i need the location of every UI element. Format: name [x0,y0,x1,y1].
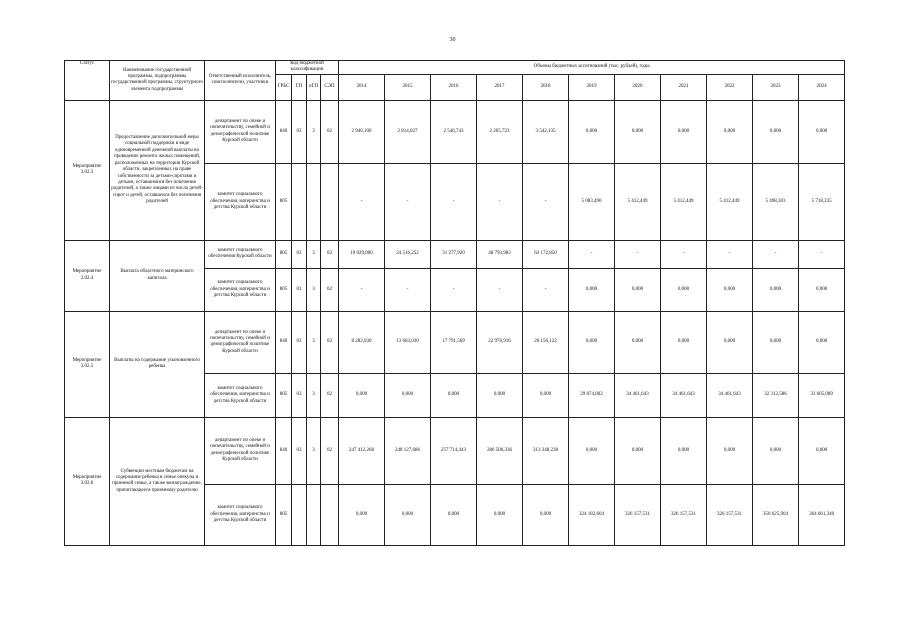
funding-value: 2 546,743 [431,100,477,163]
pgp-cell: 3 [307,311,321,373]
funding-value: - [339,268,385,311]
funding-value: 29 874,802 [569,373,615,417]
funding-value: - [385,268,431,311]
funding-value: 0,000 [661,268,707,311]
funding-value: 0,000 [523,373,569,417]
gp-cell: 03 [292,311,307,373]
funding-value: 0,000 [753,268,799,311]
funding-value: 0,000 [615,417,661,484]
funding-value: 248 127,686 [385,417,431,484]
funding-value: 0,000 [707,100,753,163]
funding-value: 286 506,336 [477,417,523,484]
se-cell [321,163,339,240]
funding-value: 324 182,604 [569,484,615,545]
se-cell [321,484,339,545]
funding-value: 0,000 [615,311,661,373]
se-cell: 02 [321,311,339,373]
header-year: 2024 [799,74,845,100]
header-year: 2014 [339,74,385,100]
header-executor: Ответственный исполнитель, соисполнители, участники [205,61,276,101]
grbs-cell: 805 [276,240,292,268]
event-status: Мероприятие 3.02.5 [65,311,110,417]
grbs-cell: 840 [276,100,292,163]
header-year: 2017 [477,74,523,100]
header-se: СЭП [321,74,339,100]
header-grbs: ГРБС [276,74,292,100]
funding-value: - [385,163,431,240]
funding-value: 0,000 [753,311,799,373]
table-row [65,311,845,373]
table-row [65,240,845,268]
header-year: 2019 [569,74,615,100]
funding-value: 0,000 [799,268,845,311]
header-name: Наименование государственной программы, подпрограммы государственной программы, структурного элемента подпрограммы [110,61,205,101]
funding-value: 0,000 [523,484,569,545]
event-name: Субвенции местным бюджетам на содержание ребенка в семье опекуна и приемной семье, а также вознаграждение, причитающееся приемному родителю [110,417,205,545]
funding-value: 313 348,238 [523,417,569,484]
funding-value: - [523,163,569,240]
se-cell: 02 [321,373,339,417]
funding-value: 0,000 [569,268,615,311]
funding-value: 5 718,235 [799,163,845,240]
header-year: 2020 [615,74,661,100]
gp-cell: 03 [292,268,307,311]
se-cell: 02 [321,417,339,484]
pgp-cell: 3 [307,100,321,163]
funding-value: 24 516,252 [385,240,431,268]
funding-value: 0,000 [799,311,845,373]
funding-value: 326 157,531 [661,484,707,545]
funding-value: - [431,163,477,240]
header-status: Статус [65,61,110,101]
pgp-cell: 3 [307,268,321,311]
header-year: 2015 [385,74,431,100]
budget-table [64,60,845,546]
funding-value: 33 605,089 [799,373,845,417]
funding-value: 247 412,268 [339,417,385,484]
executor-cell: департамент по опеке и попечительству, семейной и демографической политике Курской области [205,100,276,163]
grbs-cell: 840 [276,311,292,373]
pgp-cell: 3 [307,373,321,417]
grbs-cell: 805 [276,163,292,240]
funding-value: - [661,240,707,268]
funding-value: 0,000 [569,100,615,163]
event-status: Мероприятие 3.02.6 [65,417,110,545]
executor-cell: департамент по опеке и попечительству, семейной и демографической политике Курской области [205,311,276,373]
funding-value: - [753,240,799,268]
funding-value: 326 157,531 [615,484,661,545]
executor-cell: комитет социального обеспечения, материнства и детства Курской области [205,484,276,545]
gp-cell: 03 [292,417,307,484]
funding-value: 0,000 [569,417,615,484]
funding-value: 26 156,122 [523,311,569,373]
executor-cell: комитет социального обеспечения Курской области [205,240,276,268]
funding-value: 64 172,850 [523,240,569,268]
funding-value: 19 029,000 [339,240,385,268]
header-gp: ГП [292,74,307,100]
pgp-cell [307,163,321,240]
funding-value: 5 412,449 [707,163,753,240]
funding-value: 0,000 [385,373,431,417]
funding-value: 0,000 [707,311,753,373]
funding-value: 0,000 [707,417,753,484]
funding-value: 34 461,643 [661,373,707,417]
se-cell: 02 [321,100,339,163]
funding-value: - [339,163,385,240]
funding-value: 0,000 [661,417,707,484]
table-row [65,417,845,484]
header-pgp: пГП [307,74,321,100]
page-number: 30 [449,37,456,43]
funding-value: 350 625,904 [753,484,799,545]
funding-value: 5 412,449 [661,163,707,240]
header-year: 2018 [523,74,569,100]
table-row [65,100,845,163]
funding-value: 0,000 [477,484,523,545]
funding-value: 2 940,100 [339,100,385,163]
pgp-cell: 3 [307,417,321,484]
event-status: Мероприятие 3.02.3 [65,100,110,240]
funding-value: 2 205,723 [477,100,523,163]
event-name: Выплата областного материнского капитала [110,240,205,311]
funding-value: 0,000 [431,484,477,545]
funding-value: 8 282,030 [339,311,385,373]
funding-value: 0,000 [385,484,431,545]
funding-value: - [569,240,615,268]
funding-value: - [707,240,753,268]
funding-value: 2 814,027 [385,100,431,163]
header-year: 2023 [753,74,799,100]
funding-value: 0,000 [707,268,753,311]
funding-value: 0,000 [799,100,845,163]
funding-value: 0,000 [799,417,845,484]
event-name: Предоставление дополнительной меры социальной поддержки в виде единовременной денежной выплаты на проведение ремонта жилых помещений, расположенных на территории Курской области, закрепленных на праве собственности за детьми-сиротами и детьми, оставшимися без попечения родителей, а также лицами из числа детей-сирот и детей, оставшихся без попечения родителей [110,100,205,240]
funding-value: 0,000 [569,311,615,373]
executor-cell: комитет социального обеспечения, материнства и детства Курской области [205,163,276,240]
funding-value: 0,000 [431,373,477,417]
gp-cell: 03 [292,240,307,268]
header-year: 2022 [707,74,753,100]
funding-value: 326 157,531 [707,484,753,545]
funding-value: - [523,268,569,311]
header-year: 2016 [431,74,477,100]
funding-value: 0,000 [753,100,799,163]
gp-cell [292,163,307,240]
funding-value: - [799,240,845,268]
funding-value: 5 498,303 [753,163,799,240]
header-budget-code: Код бюджетной классификации [276,61,339,75]
funding-value: 34 461,643 [615,373,661,417]
executor-cell: комитет социального обеспечения, материнства и детства Курской области [205,373,276,417]
funding-value: 31 277,920 [431,240,477,268]
gp-cell: 03 [292,373,307,417]
funding-value: - [615,240,661,268]
funding-value: 0,000 [661,311,707,373]
se-cell: 02 [321,240,339,268]
funding-value: - [477,268,523,311]
grbs-cell: 840 [276,417,292,484]
funding-value: 5 083,490 [569,163,615,240]
funding-value: 48 793,983 [477,240,523,268]
gp-cell [292,484,307,545]
funding-value: 0,000 [615,100,661,163]
funding-value: 32 312,586 [753,373,799,417]
header-funding: Объемы бюджетных ассигнований (тыс. рублей), годы [339,61,845,75]
grbs-cell: 805 [276,484,292,545]
gp-cell: 03 [292,100,307,163]
grbs-cell: 805 [276,268,292,311]
funding-value: 22 976,916 [477,311,523,373]
funding-value: 0,000 [477,373,523,417]
header-year: 2021 [661,74,707,100]
executor-cell: комитет социального обеспечения, материнства и детства Курской области [205,268,276,311]
funding-value: 257 714,443 [431,417,477,484]
funding-value: 0,000 [661,100,707,163]
funding-value: 0,000 [753,417,799,484]
funding-value: 0,000 [339,484,385,545]
se-cell: 02 [321,268,339,311]
pgp-cell [307,484,321,545]
funding-value: 0,000 [615,268,661,311]
funding-value: 17 791,569 [431,311,477,373]
funding-value: 13 603,030 [385,311,431,373]
funding-value: - [431,268,477,311]
funding-value: 0,000 [339,373,385,417]
funding-value: - [477,163,523,240]
funding-value: 34 461,643 [707,373,753,417]
grbs-cell: 805 [276,373,292,417]
funding-value: 3 542,135 [523,100,569,163]
event-name: Выплаты на содержание усыновленного ребенка [110,311,205,417]
funding-value: 364 661,340 [799,484,845,545]
funding-value: 5 412,449 [615,163,661,240]
pgp-cell: 3 [307,240,321,268]
executor-cell: департамент по опеке и попечительству, семейной и демографической политике Курской области [205,417,276,484]
event-status: Мероприятие 3.02.4 [65,240,110,311]
